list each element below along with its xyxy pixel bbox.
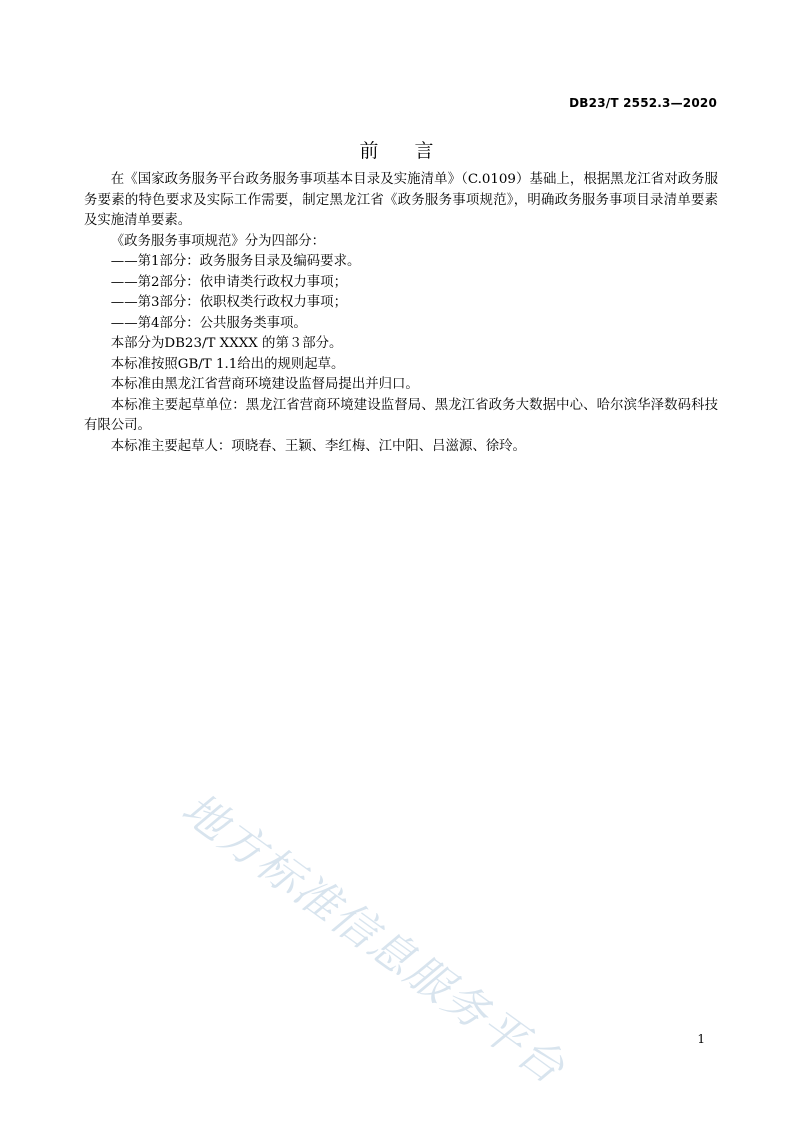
list-item: ——第2部分：依申请类行政权力事项； [110,274,347,290]
drafting-rules-paragraph: 本标准按照GB/T 1.1给出的规则起草。 [110,356,345,372]
drafting-units-paragraph: 本标准主要起草单位：黑龙江省营商环境建设监督局、黑龙江省政务大数据中心、哈尔滨华泽数码科技有限公司。 [84,397,718,433]
list-item: ——第3部分：依职权类行政权力事项； [110,295,347,310]
drafters-paragraph: 本标准主要起草人：项晓春、王颖、李红梅、江中阳、吕滋源、徐玲。 [110,438,526,454]
page-title: 前言 [359,140,470,162]
proposer-paragraph: 本标准由黑龙江省营商环境建设监督局提出并归口。 [110,377,419,392]
document-code: DB23/T 2552.3—2020 [569,96,717,110]
parts-paragraph: 《政务服务事项规范》分为四部分： [110,233,326,249]
intro-paragraph: 在《国家政务服务平台政务服务事项基本目录及实施清单》（C.0109）基础上，根据黑龙江省对政务服务要素的特色要求及实际工作需要，制定黑龙江省《政务服务事项规范》，明确政务服务事项目录清单要素及实施清单要素。 [84,172,718,228]
list-item: ——第4部分：公共服务类事项。 [110,315,307,331]
list-item: ——第1部分：政务服务目录及编码要求。 [110,254,361,269]
foreword-content [84,170,718,457]
watermark: 地方标准信息服务平台 [172,783,575,1095]
page-number: 1 [697,1032,705,1046]
part-number-paragraph: 本部分为DB23/T XXXX 的第３部分。 [110,336,343,351]
